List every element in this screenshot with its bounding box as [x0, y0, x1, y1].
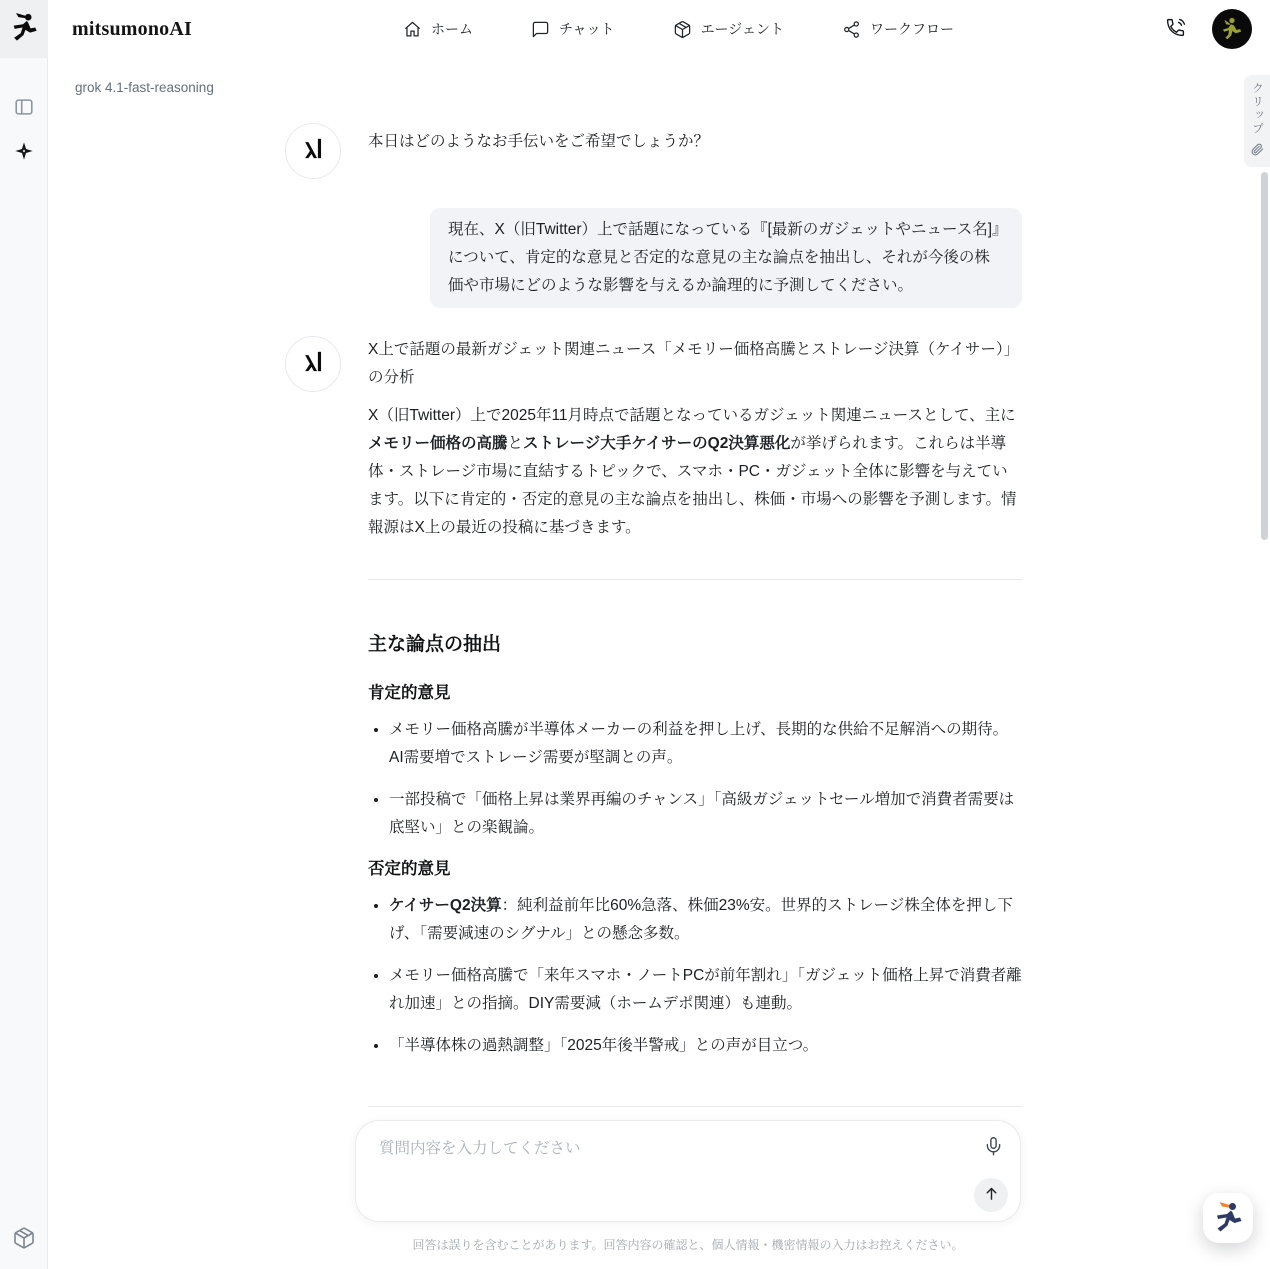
- assistant-fab-button[interactable]: [1203, 1193, 1253, 1243]
- list-item: • ケイサーQ2決算：純利益前年比60%急落、株価23%安。世界的ストレージ株全体を押し下げ、「需要減速のシグナル」との懸念多数。: [389, 892, 1022, 948]
- phone-volume-icon: [1165, 17, 1186, 41]
- list-item: • 「半導体株の過熱調整」「2025年後半警戒」との声が目立つ。: [389, 1032, 1022, 1060]
- sparkles-icon: [13, 140, 35, 165]
- sandbox-button[interactable]: [8, 1223, 40, 1255]
- main-panel: [48, 0, 1270, 1269]
- list-item: • メモリー価格高騰が半導体メーカーの利益を押し上げ、長期的な供給不足解消への期待。AI需要増でストレージ需要が堅調との声。: [389, 716, 1022, 772]
- nav-agent-label: エージェント: [700, 21, 785, 37]
- mic-icon: [983, 1136, 1004, 1160]
- analysis-title: X上で話題の最新ガジェット関連ニュース「メモリー価格高騰とストレージ決算（ケイサー）」の分析: [368, 341, 1020, 386]
- arrow-up-icon: [983, 1185, 1000, 1205]
- section-title: 主な論点の抽出: [368, 634, 502, 655]
- assistant-greeting-text: 本日はどのようなお手伝いをご希望でしょうか？: [368, 133, 710, 150]
- nav-home-label: ホーム: [430, 21, 473, 37]
- assistant-message: [285, 123, 1022, 179]
- nav-agent[interactable]: [673, 19, 784, 39]
- nav-workflow-label: ワークフロー: [870, 21, 955, 37]
- header-actions: [1165, 9, 1252, 49]
- composer-box: [355, 1120, 1021, 1222]
- top-header: [48, 0, 1270, 58]
- avatar-spacer: [285, 208, 341, 308]
- nav-workflow[interactable]: [842, 19, 954, 39]
- xai-logo-icon: [300, 135, 327, 167]
- brand-logo[interactable]: [0, 0, 48, 58]
- positive-heading: 肯定的意見: [368, 684, 451, 702]
- paperclip-icon: [1251, 143, 1264, 161]
- composer-area: [48, 1111, 1270, 1269]
- ninja-fab-icon: [1212, 1201, 1244, 1236]
- clip-tab-label: クリップ: [1251, 81, 1263, 136]
- mic-button[interactable]: [983, 1136, 1004, 1160]
- model-label: grok 4.1-fast-reasoning: [75, 80, 214, 95]
- nav-chat[interactable]: [531, 19, 615, 39]
- voice-call-button[interactable]: [1165, 17, 1186, 41]
- scrollbar-thumb[interactable]: [1261, 172, 1268, 540]
- assistant-message: [285, 336, 1022, 1107]
- disclaimer-text: 回答は誤りを含むことがあります。回答内容の確認と、個人情報・機密情報の入力はお控えください。: [412, 1238, 964, 1252]
- negative-heading: 否定的意見: [368, 860, 451, 878]
- question-input[interactable]: [379, 1136, 955, 1200]
- package-icon: [673, 20, 692, 39]
- message-thread: [285, 58, 1022, 1107]
- list-item: • 一部投稿で「価格上昇は業界再編のチャンス」「高級ガジェットセール増加で消費者需要は底堅い」との楽観論。: [389, 786, 1022, 842]
- ninja-logo-icon: [9, 12, 39, 47]
- user-avatar-figure-icon: [1220, 16, 1244, 43]
- brand-title: mitsumonoAI: [72, 17, 192, 40]
- send-button[interactable]: [974, 1178, 1008, 1212]
- share-nodes-icon: [842, 20, 861, 39]
- sparkles-button[interactable]: [8, 136, 40, 168]
- clip-tab[interactable]: [1244, 75, 1270, 167]
- chat-scroll-area[interactable]: [48, 58, 1270, 1111]
- list-item: • メモリー価格高騰で「来年スマホ・ノートPCが前年割れ」「ガジェット価格上昇で消費者離れ加速」との指摘。DIY需要減（ホームデポ関連）も連動。: [389, 962, 1022, 1018]
- section-divider: [368, 1106, 1022, 1107]
- positive-list: [368, 716, 1022, 842]
- assistant-avatar: [285, 123, 341, 179]
- section-divider: [368, 579, 1022, 580]
- main-nav: [403, 19, 954, 39]
- xai-logo-icon: [300, 348, 327, 380]
- sidebar-toggle-button[interactable]: [8, 92, 40, 124]
- nav-chat-label: チャット: [558, 21, 615, 37]
- user-avatar[interactable]: [1212, 9, 1252, 49]
- left-rail: [0, 0, 48, 1269]
- user-message-bubble: 現在、X（旧Twitter）上で話題になっている『[最新のガジェットやニュース名]』について、肯定的な意見と否定的な意見の主な論点を抽出し、それが今後の株価や市場にどのような影響を与えるか論理的に予測してください。: [430, 208, 1022, 308]
- chat-bubble-icon: [531, 20, 550, 39]
- negative-list: [368, 892, 1022, 1060]
- assistant-analysis-body: [368, 336, 1022, 1107]
- user-message: [285, 208, 1022, 308]
- sandbox-cube-icon: [12, 1226, 36, 1253]
- analysis-intro: X（旧Twitter）上で2025年11月時点で話題となっているガジェット関連ニュースとして、主にメモリー価格の高騰とストレージ大手ケイサーのQ2決算悪化が挙げられます。これらは半導体・ストレージ市場に直結するトピックで、スマホ・PC・ガジェット全体に影響を与えています。以下に肯定的・否定的意見の主な論点を抽出し、株価・市場への影響を予測します。情報源はX上の最近の投稿に基づきます。: [368, 407, 1017, 536]
- assistant-avatar: [285, 336, 341, 392]
- home-icon: [403, 20, 422, 39]
- nav-home[interactable]: [403, 19, 473, 39]
- panel-toggle-icon: [13, 96, 35, 121]
